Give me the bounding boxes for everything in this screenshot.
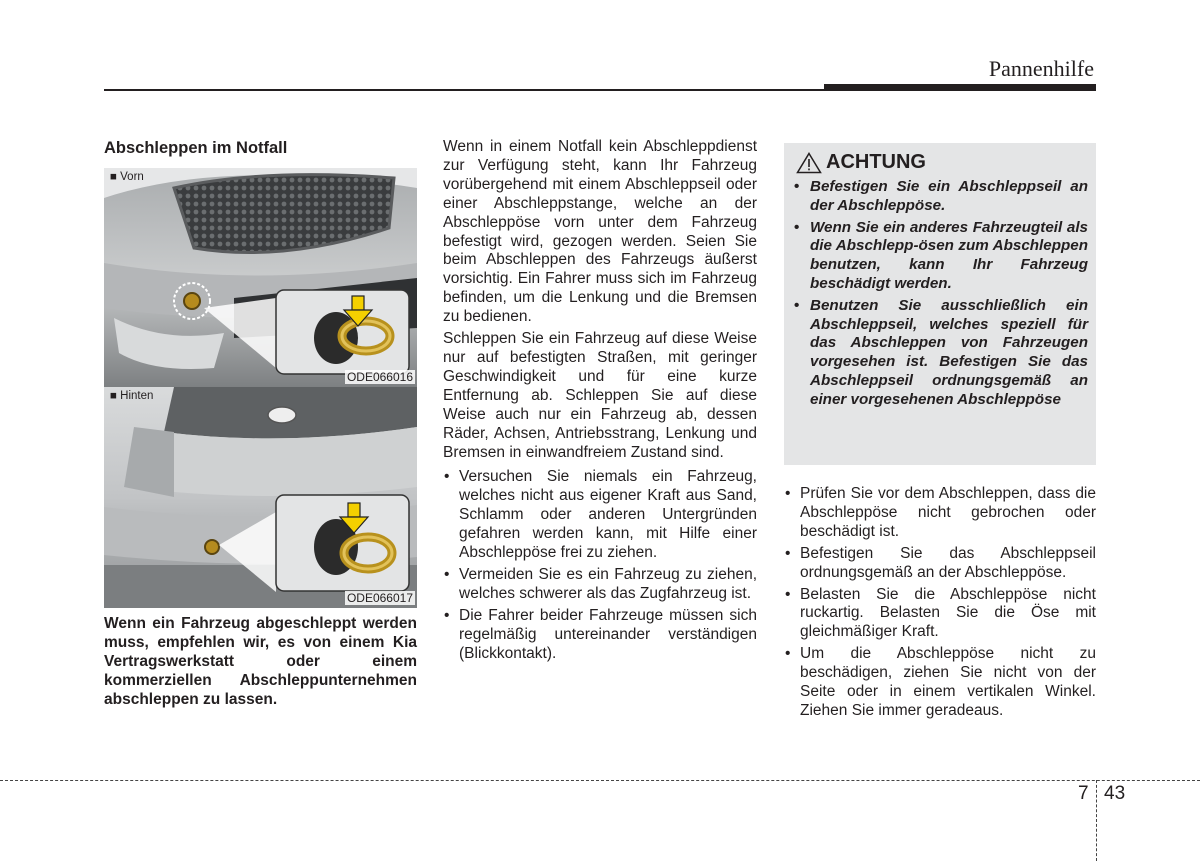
caution-title: ACHTUNG xyxy=(826,151,926,173)
column1-heading: Abschleppen im Notfall xyxy=(104,139,288,157)
figure-front-label: ■ Vorn xyxy=(110,171,144,183)
rear-car-illustration xyxy=(104,387,417,608)
figure-rear-code: ODE066017 xyxy=(346,591,413,605)
figure-front-code: ODE066016 xyxy=(346,370,413,384)
column2-paragraph-2: Schleppen Sie ein Fahrzeug auf diese Weise nur auf befestigten Straßen, mit geringer Geschwindigkeit und für eine kurze Entfernung ab. Schleppen Sie auf diese Weise auch nur ein Fahrzeug ab, dessen Räder, Achsen, Antriebsstrang, Lenkung und Bremsen in einwandfreiem Zustand sind. xyxy=(443,330,757,461)
column3-bullet-list xyxy=(784,485,1096,721)
list-item: • Versuchen Sie niemals ein Fahrzeug, welches nicht aus eigener Kraft aus Sand, Schlamm oder anderen Untergründen gefahren werden kann, mit Hilfe einer Abschleppöse frei zu ziehen. xyxy=(443,468,757,563)
figure-rear-label: ■ Hinten xyxy=(110,390,154,402)
list-item: • Um die Abschleppöse nicht zu beschädigen, ziehen Sie nicht von der Seite oder in einem vertikalen Winkel. Ziehen Sie immer geradeaus. xyxy=(784,645,1096,721)
list-item: • Die Fahrer beider Fahrzeuge müssen sich regelmäßig untereinander verständigen (Blickkontakt). xyxy=(443,607,757,664)
header-rule-accent xyxy=(824,84,1096,91)
footer-rule xyxy=(0,780,1200,781)
column1-bold-note: Wenn ein Fahrzeug abgeschleppt werden muss, empfehlen wir, es von einem Kia Vertragswerkstatt oder einem kommerziellen Abschleppunternehmen abschleppen zu lassen. xyxy=(104,615,417,708)
list-item: • Prüfen Sie vor dem Abschleppen, dass die Abschleppöse nicht gebrochen oder beschädigt ist. xyxy=(784,485,1096,542)
figure-rear xyxy=(104,387,417,608)
caution-box xyxy=(784,143,1096,465)
column3 xyxy=(784,485,1096,724)
warning-triangle-icon xyxy=(796,152,822,174)
chapter-number: 7 xyxy=(1078,783,1089,804)
list-item: • Vermeiden Sie es ein Fahrzeug zu ziehen, welches schwerer als das Zugfahrzeug ist. xyxy=(443,566,757,604)
list-item: • Belasten Sie die Abschleppöse nicht ruckartig. Belasten Sie die Öse mit gleichmäßiger Kraft. xyxy=(784,586,1096,643)
list-item: • Benutzen Sie ausschließlich ein Abschleppseil, welches speziell für das Abschleppen von Fahrzeugen vorgesehen ist. Befestigen Sie das Abschleppseil ordnungsgemäß an einer vorgesehenen Abschleppöse xyxy=(794,297,1088,410)
column2-paragraph-1: Wenn in einem Notfall kein Abschleppdienst zur Verfügung steht, kann Ihr Fahrzeug vorübergehend mit einem Abschleppseil oder einer Abschleppstange, welche an der Abschleppöse vorn unter dem Fahrzeug befestigt wird, gezogen werden. Seien Sie beim Abschleppen des Fahrzeugs äußerst vorsichtig. Ein Fahrer muss sich im Fahrzeug befinden, um die Lenkung und die Bremsen zu bedienen. xyxy=(443,138,757,326)
front-car-illustration xyxy=(104,168,417,387)
figure-front xyxy=(104,168,417,387)
page-number: 43 xyxy=(1104,783,1126,804)
list-item: • Wenn Sie ein anderes Fahrzeugteil als die Abschlepp-ösen zum Abschleppen benutzen, kann Ihr Fahrzeug beschädigt werden. xyxy=(794,219,1088,294)
footer-divider xyxy=(1096,780,1097,861)
column2-bullet-list xyxy=(443,468,757,663)
column2 xyxy=(443,138,757,666)
caution-header xyxy=(796,151,926,174)
list-item: • Befestigen Sie ein Abschleppseil an der Abschleppöse. xyxy=(794,178,1088,216)
section-title: Pannenhilfe xyxy=(988,56,1094,81)
list-item: • Befestigen Sie das Abschleppseil ordnungsgemäß an der Abschleppöse. xyxy=(784,545,1096,583)
caution-list xyxy=(794,178,1088,413)
